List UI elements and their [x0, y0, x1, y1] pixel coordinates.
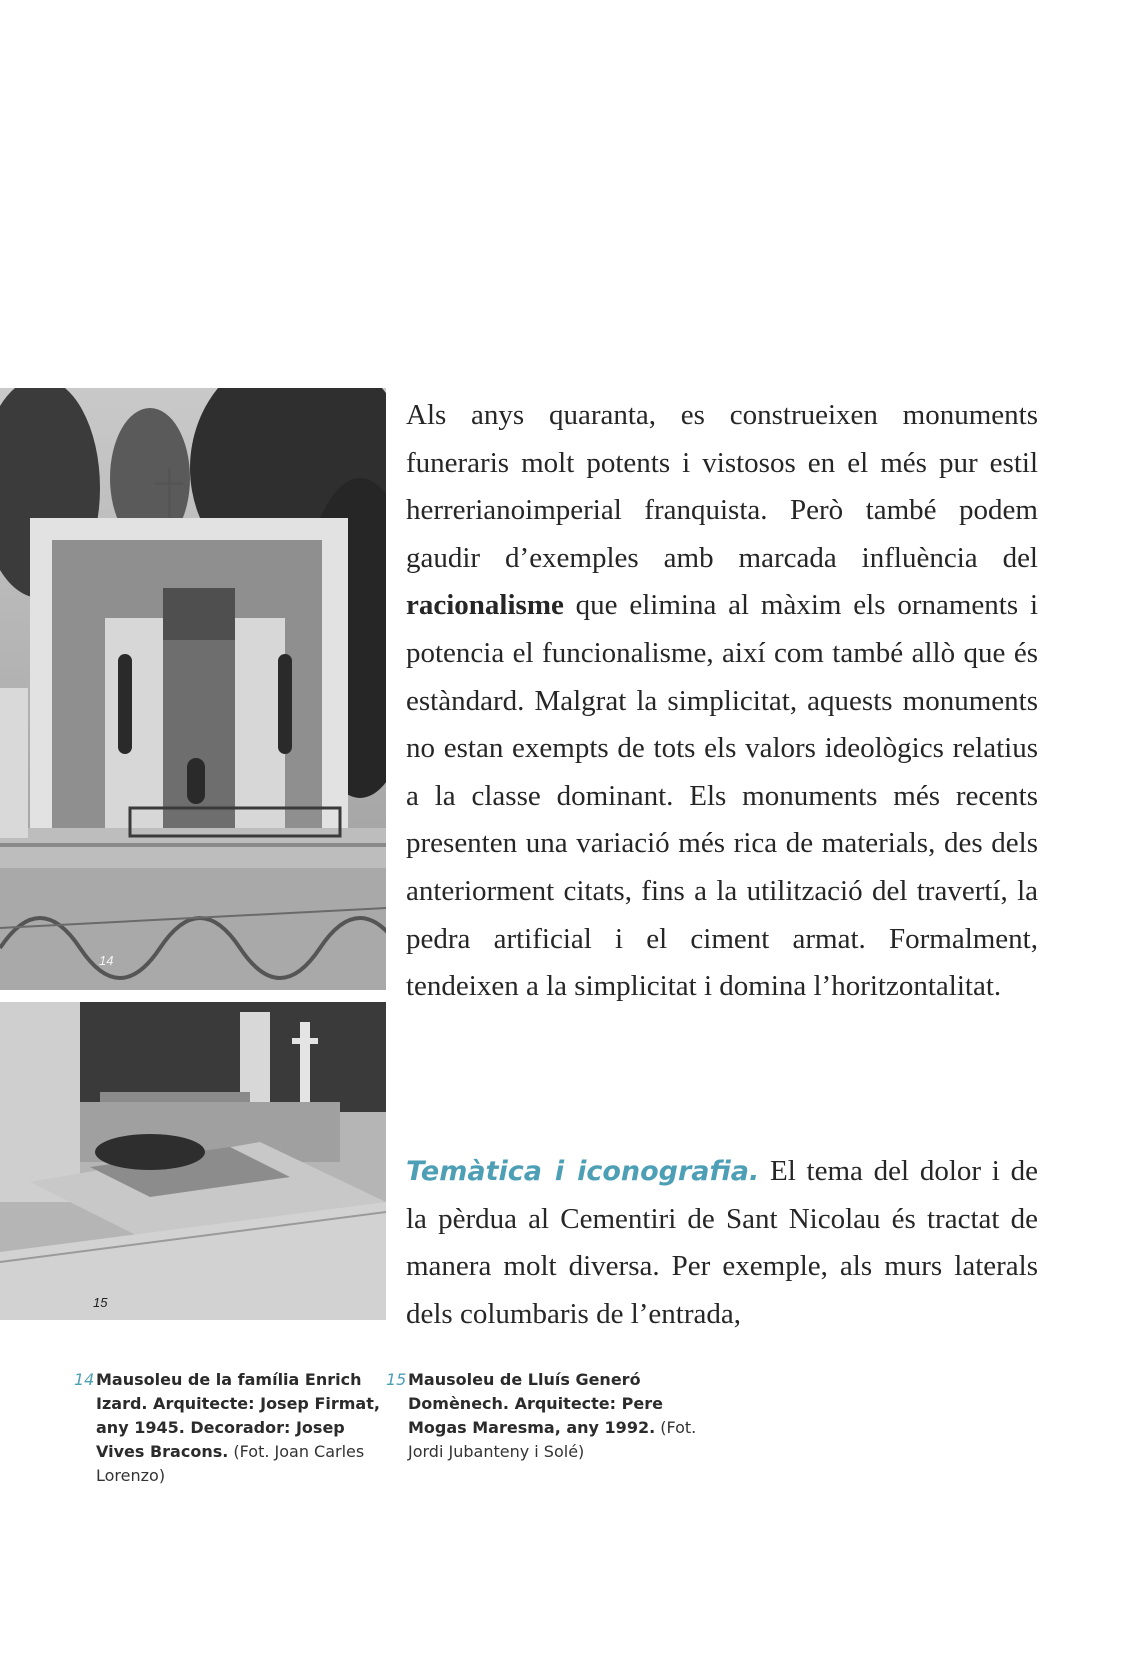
caption-14-credit: (Fot. Joan Carles Lorenzo): [96, 1442, 365, 1485]
caption-number-15: 15: [386, 1370, 407, 1389]
caption-14: [74, 1368, 388, 1488]
body-text-part2: que elimina al màxim els ornaments i potencia el funcionalisme, així com també allò que és estàndard. Malgrat la simplicitat, aquests monuments no estan exempts de tots els valors ideològics relatius a la classe dominant. Els monuments més recents presenten una variació més rica de materials, des dels anteriorment citats, fins a la utilització del travertí, la pedra artificial i el ciment armat. Formalment, tendeixen a la simplicitat i domina l’horitzontalitat.: [406, 589, 1038, 1003]
photo-mausoleum-genero-domenech: [0, 1002, 386, 1320]
tomb-photo-image: [0, 1002, 386, 1320]
caption-15-text: Mausoleu de Lluís Generó Domènech. Arquitecte: Pere Mogas Maresma, any 1992.: [408, 1370, 663, 1437]
photo-number-15: 15: [93, 1295, 108, 1310]
body-text-bold-term: racionalisme: [406, 589, 564, 622]
caption-15-credit: (Fot. Jordi Jubanteny i Solé): [408, 1418, 697, 1461]
body-text-part1: Als anys quaranta, es construeixen monuments funeraris molt potents i vistosos en el més pur estil herrerianoimperial franquista. Però també podem gaudir d’exemples amb marcada influència del: [406, 399, 1038, 574]
photo-mausoleum-enrich-izard: [0, 388, 386, 990]
section-text: El tema del dolor i de la pèrdua al Cementiri de Sant Nicolau és tractat de manera molt diversa. Per exemple, als murs laterals dels columbaris de l’entrada,: [406, 1155, 1038, 1330]
photo-number-14: 14: [99, 953, 114, 968]
section-heading: Temàtica i iconografia.: [406, 1156, 760, 1187]
caption-15: [386, 1368, 708, 1464]
section-paragraph: [406, 1148, 1038, 1338]
caption-number-14: 14: [74, 1370, 95, 1389]
mausoleum-photo-image: [0, 388, 386, 990]
body-paragraph: [406, 392, 1038, 1011]
caption-14-text: Mausoleu de la família Enrich Izard. Arquitecte: Josep Firmat, any 1945. Decorador: Josep Vives Bracons.: [96, 1370, 380, 1461]
